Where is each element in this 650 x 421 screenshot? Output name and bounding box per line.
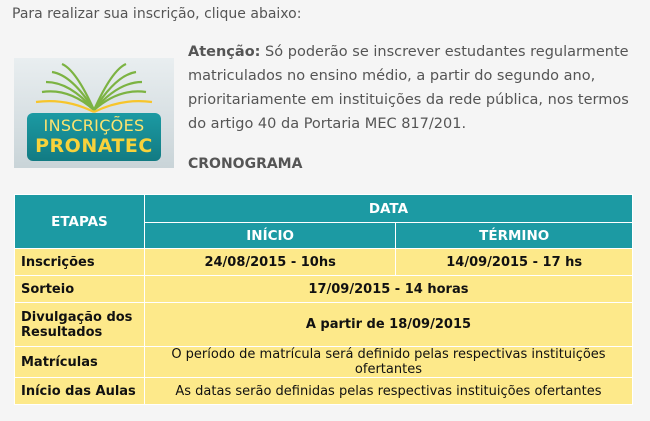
- banner-line2: PRONATEC: [35, 135, 153, 157]
- notice-text: Só poderão se inscrever estudantes regularmente matriculados no ensino médio, a partir do segundo ano, prioritariamente em instituições da rede pública, nos termos do artigo 40 da Portaria MEC 817/201.: [188, 44, 629, 132]
- notice-paragraph: [188, 40, 638, 136]
- intro-text: Para realizar sua inscrição, clique abaixo:: [12, 6, 302, 22]
- row-inicio: 24/08/2015 - 10hs: [144, 249, 396, 276]
- row-value: 17/09/2015 - 14 horas: [144, 276, 632, 303]
- row-label: Divulgação dos Resultados: [15, 303, 145, 347]
- row-label: Matrículas: [15, 347, 145, 378]
- header-data: DATA: [144, 195, 632, 223]
- open-book-icon: [14, 58, 174, 118]
- header-etapas: ETAPAS: [15, 195, 145, 249]
- row-label: Inscrições: [15, 249, 145, 276]
- table-row: [15, 276, 633, 303]
- banner-plate: [27, 113, 161, 161]
- banner-line1: INSCRIÇÕES: [43, 116, 145, 135]
- cronograma-title: CRONOGRAMA: [188, 156, 303, 172]
- row-value: O período de matrícula será definido pelas respectivas instituições ofertantes: [144, 347, 632, 378]
- row-label: Sorteio: [15, 276, 145, 303]
- table-row: [15, 378, 633, 405]
- table-row: [15, 303, 633, 347]
- row-termino: 14/09/2015 - 17 hs: [396, 249, 633, 276]
- header-termino: TÉRMINO: [396, 223, 633, 249]
- row-label: Início das Aulas: [15, 378, 145, 405]
- schedule-table: [14, 194, 633, 405]
- notice-label: Atenção:: [188, 44, 261, 60]
- header-inicio: INÍCIO: [144, 223, 396, 249]
- table-row: [15, 249, 633, 276]
- row-value: A partir de 18/09/2015: [144, 303, 632, 347]
- inscricoes-pronatec-banner-link[interactable]: [14, 58, 174, 168]
- row-value: As datas serão definidas pelas respectivas instituições ofertantes: [144, 378, 632, 405]
- table-row: [15, 347, 633, 378]
